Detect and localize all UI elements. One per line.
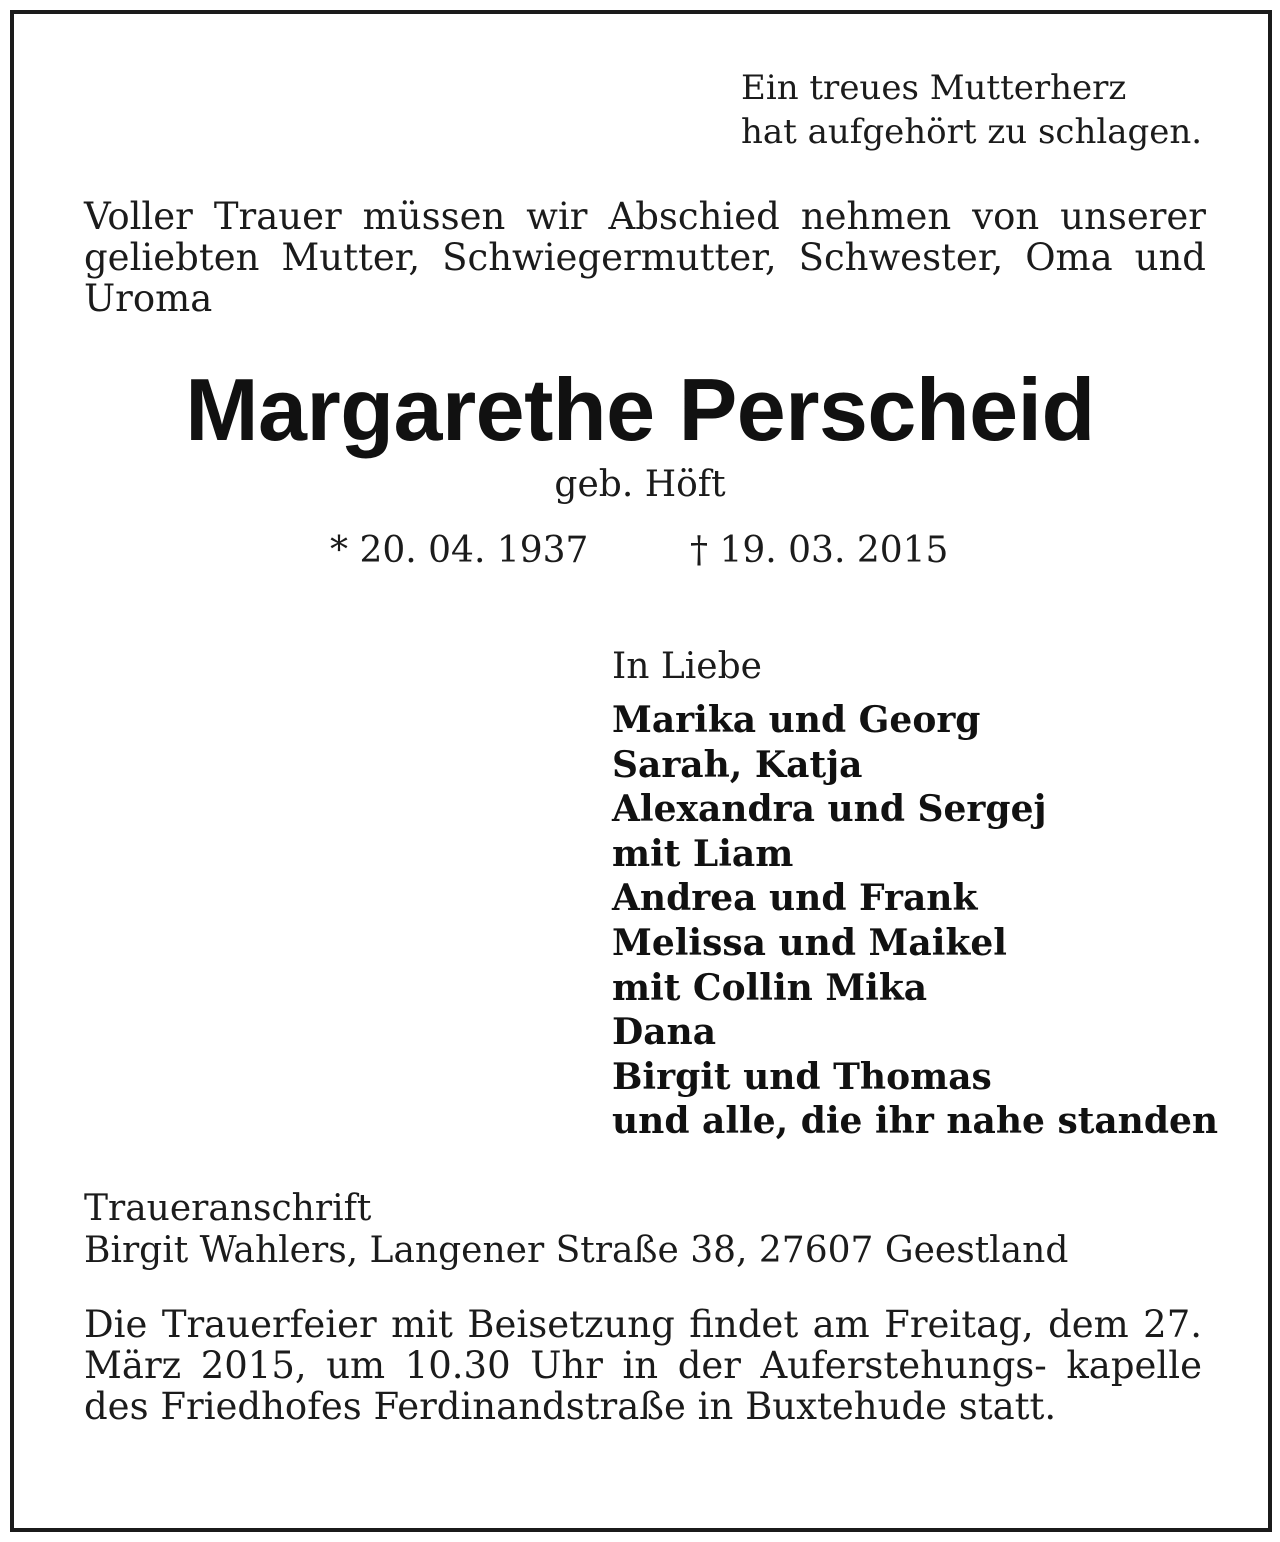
death-date: † 19. 03. 2015 bbox=[690, 530, 949, 571]
motto-line-2: hat aufgehört zu schlagen. bbox=[741, 112, 1203, 152]
mourner-name: mit Collin Mika bbox=[612, 966, 928, 1009]
mourner-name: Alexandra und Sergej bbox=[612, 788, 1047, 831]
address-label: Traueranschrift bbox=[84, 1188, 372, 1229]
motto bbox=[741, 66, 1221, 154]
mourners-list bbox=[612, 698, 1252, 1144]
ceremony-text: Die Trauerfeier mit Beisetzung findet am Freitag, dem 27. März 2015, um 10.30 Uhr in der Auferstehungs- kapelle des Friedhofes Ferdinandstraße in Buxtehude statt. bbox=[84, 1303, 1202, 1428]
mourner-name: Birgit und Thomas bbox=[612, 1055, 992, 1098]
maiden-name: geb. Höft bbox=[554, 464, 726, 505]
mourner-name: und alle, die ihr nahe standen bbox=[612, 1100, 1219, 1143]
mourning-address bbox=[84, 1188, 1224, 1272]
birth-date: * 20. 04. 1937 bbox=[330, 530, 589, 571]
mourner-name: Sarah, Katja bbox=[612, 743, 863, 786]
mourner-name: Melissa und Maikel bbox=[612, 921, 1007, 964]
motto-line-1: Ein treues Mutterherz bbox=[741, 68, 1127, 108]
deceased-name: Margarethe Perscheid bbox=[185, 360, 1095, 459]
mourner-name: mit Liam bbox=[612, 832, 794, 875]
mourner-name: Dana bbox=[612, 1011, 717, 1054]
mourner-name: Marika und Georg bbox=[612, 699, 981, 741]
address-value: Birgit Wahlers, Langener Straße 38, 27607 Geestland bbox=[84, 1230, 1069, 1271]
mourner-name: Andrea und Frank bbox=[612, 877, 978, 920]
intro-text: Voller Trauer müssen wir Abschied nehmen von unserer geliebten Mutter, Schwiegermutter, Schwester, Oma und Uroma bbox=[84, 195, 1206, 320]
mourners-intro: In Liebe bbox=[612, 646, 762, 687]
